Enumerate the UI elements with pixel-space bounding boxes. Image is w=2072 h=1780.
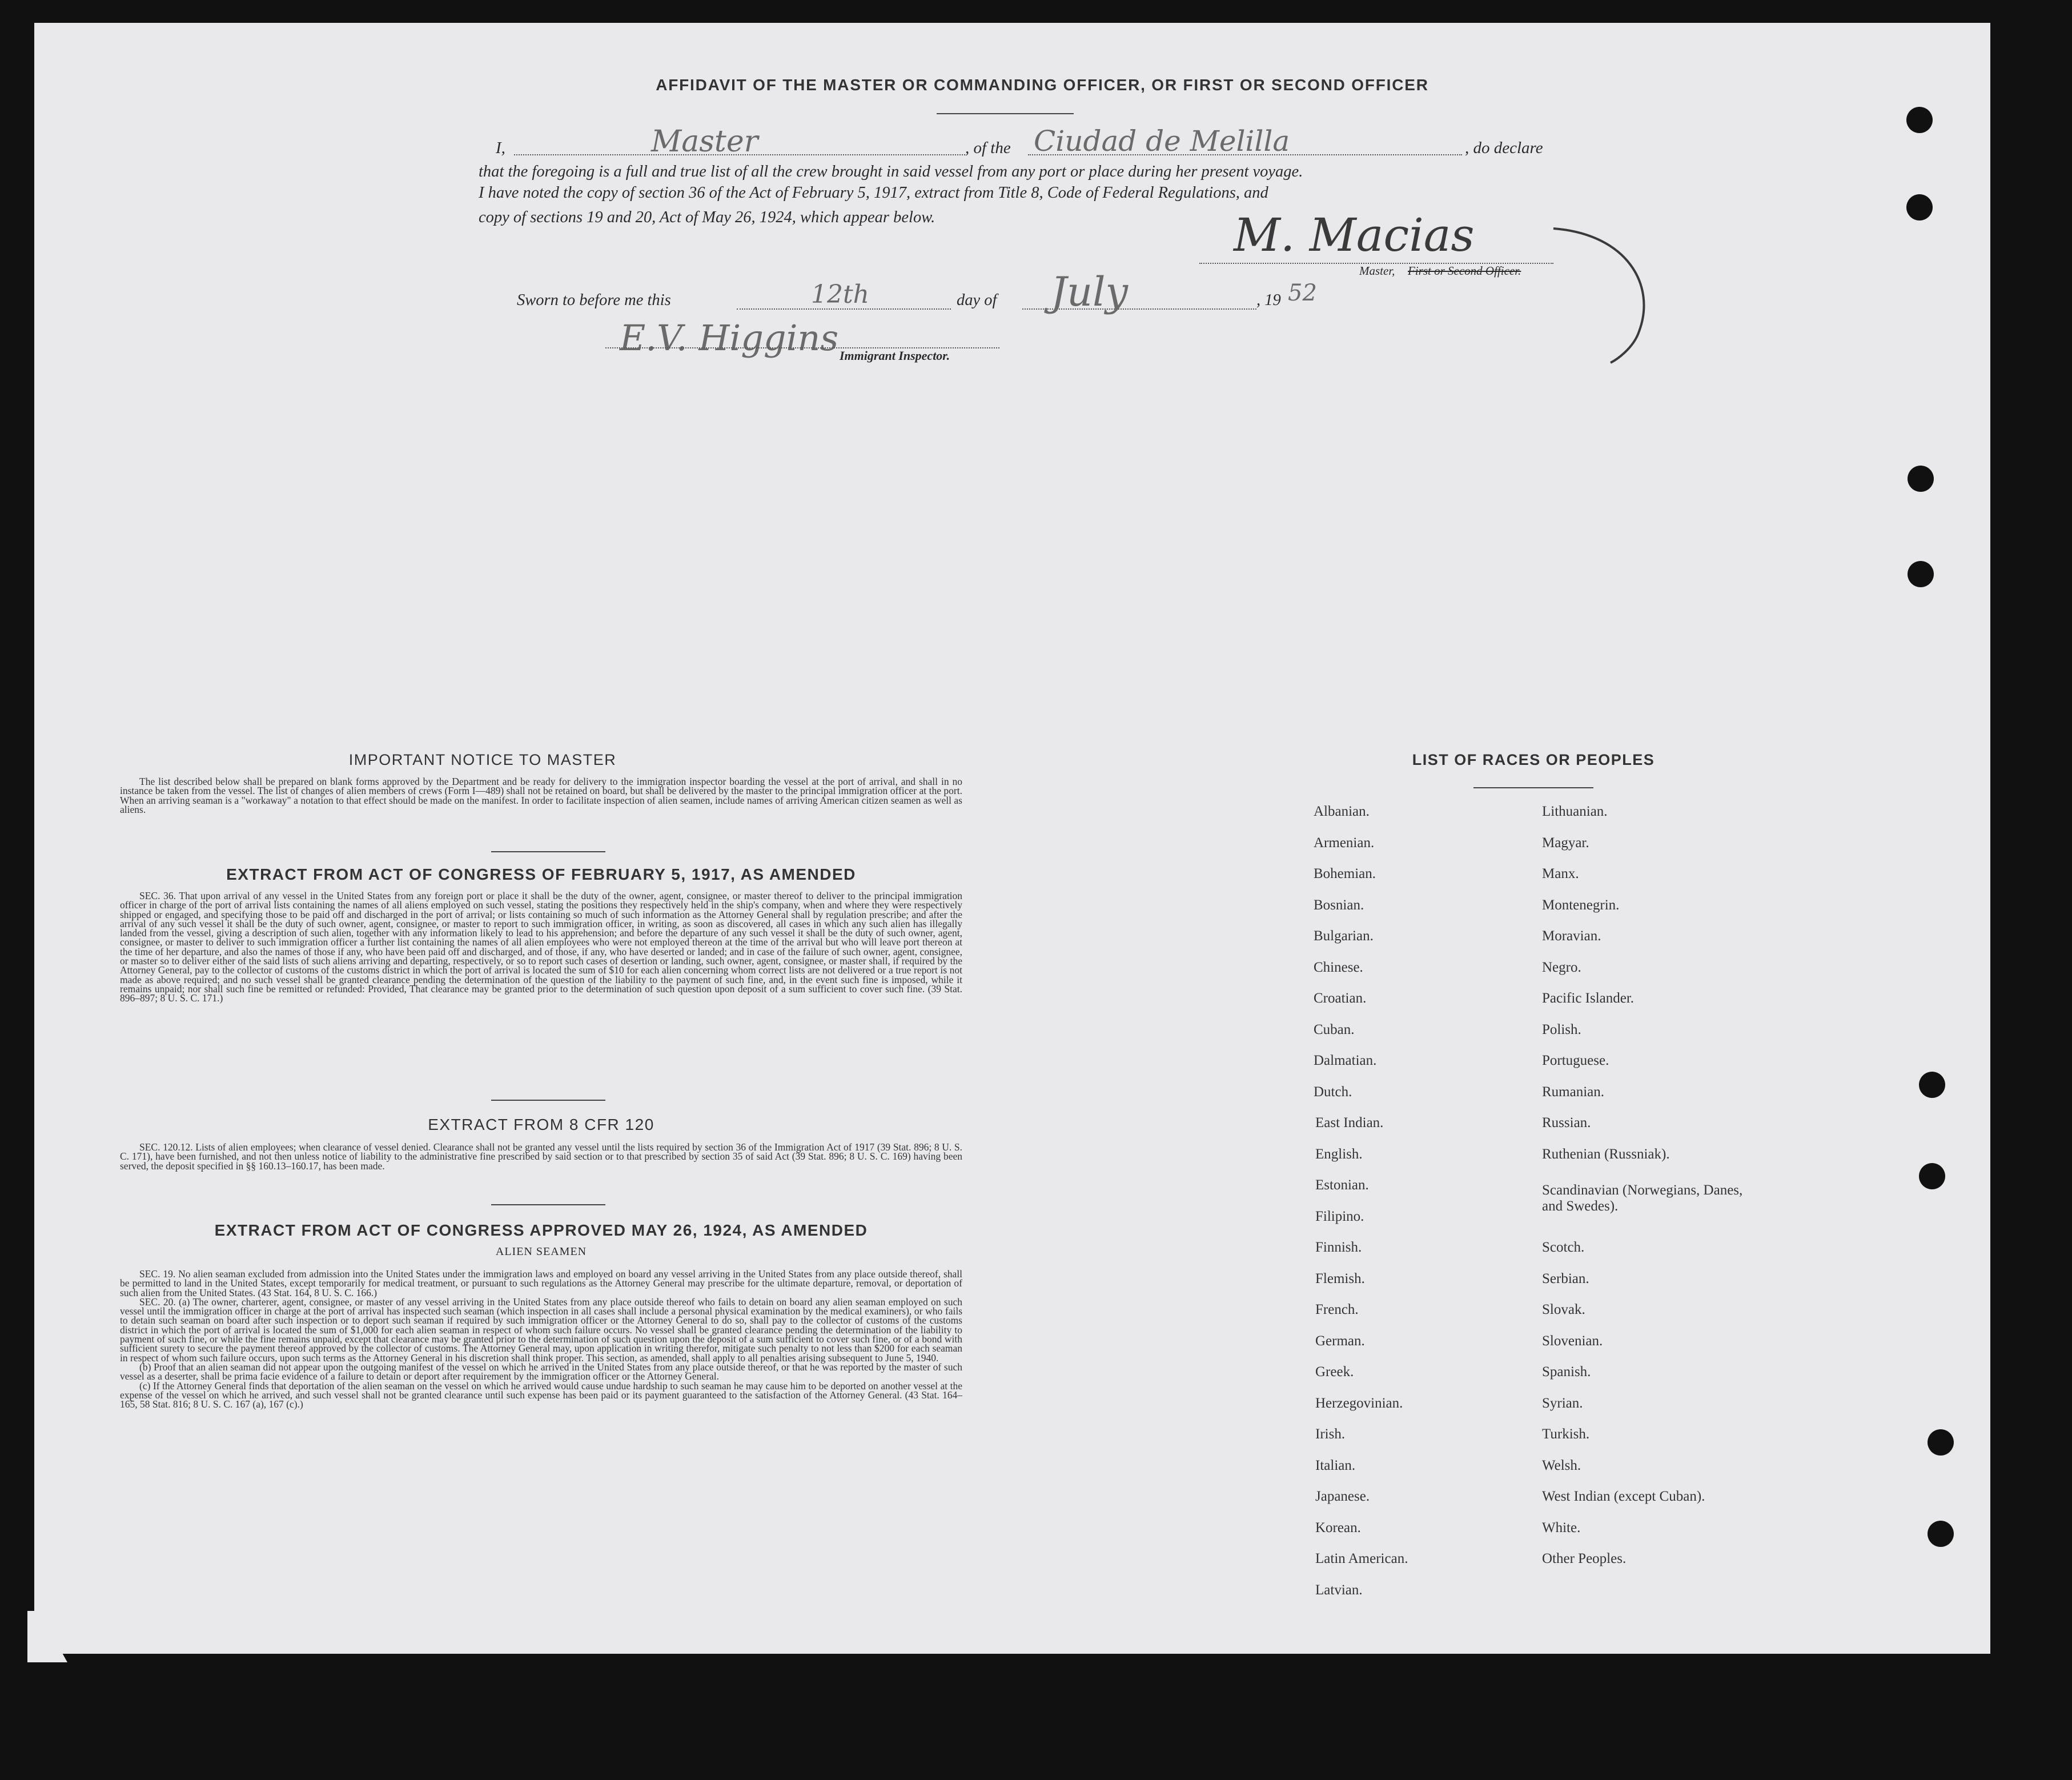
sec-120-12-paragraph: SEC. 120.12. Lists of alien employees; when clearance of vessel denied. Clearance shall not be granted any vessel until the lists required by section 36 of the Immigration Act of 1917 (39 Stat. 896; 8 U. S. C. 171), have been furnished, and not then unless notice of liability to the administrative fine prescribed by said section or to that prescribed by section 35 of said Act (39 Stat. 896; 8 U. S. C. 169) having been served, the deposit specified in §§ 160.13–160.17, has been made. <box>120 1141 962 1172</box>
sec-36-paragraph: SEC. 36. That upon arrival of any vessel in the United States from any foreign port or place it shall be the duty of the owner, agent, consignee, or master thereof to deliver to the principal immigration officer in charge of the port of arrival lists containing the names of all aliens employed on such vessel, stating the positions they respectively held in the ship's company, when and where they were respectively shipped or engaged, and specifying those to be paid off and discharged in the port of arrival; or lists containing so much of such information as the Attorney General shall by regulation prescribe; and after the arrival of any such vessel it shall be the duty of such owner, agent, consignee, or master to report to such immigration officer, in writing, as soon as discovered, all cases in which any such alien has illegally landed from the vessel, giving a description of such alien, together with any information likely to lead to his apprehension; and before the departure of any such vessel it shall be the duty of such owner, agent, consignee, or master to deliver to such immigration officer a further list containing the names of all alien employees who were not employed thereon at the time of the arrival but who will leave port thereon at the time of her departure, and also the names of those if any, who have been paid off and discharged, and of those, if any, who have deserted or landed; and in case of the failure of such owner, agent, consignee, or master so to deliver either of the said lists of such aliens arriving and departing, respectively, or so to report such cases of desertion or landing, such owner, agent, consignee, or master shall, if required by the Attorney General, pay to the collector of customs of the customs district in which the port of arrival is located the sum of $10 for each alien concerning whom correct lists are not delivered or a true report is not made as above required; and no such vessel shall be granted clearance pending the determination of the question of the liability to the payment of such fine, and, in the event such fine is imposed, while it remains unpaid; nor shall such fine be remitted or refunded: Provided, That clearance may be granted prior to the determination of such question upon deposit of a sum sufficient to cover such fine. (39 Stat. 896–897; 8 U. S. C. 171.) <box>120 890 962 1004</box>
race-item: Flemish. <box>1315 1271 1365 1286</box>
race-item: Pacific Islander. <box>1542 991 1635 1006</box>
races-title-underline <box>1473 787 1593 788</box>
notice-paragraph: The list described below shall be prepared on blank forms approved by the Department and be ready for delivery to the immigration inspector boarding the vessel at the port of arrival, and shall in no instance be taken from the vessel. The list of changes of alien members of crews (Form I—489) shall not be retained on board, but shall be delivered by the master to the principal immigration officer at the port. When an arriving seaman is a "workaway" a notation to that effect should be made on the manifest. In order to facilitate inspection of alien seamen, include names of arriving American citizen seamen as well as aliens. <box>120 776 962 815</box>
race-item: Portuguese. <box>1542 1053 1609 1068</box>
extract-1924-title: EXTRACT FROM ACT OF CONGRESS APPROVED MAY 26, 1924, AS AMENDED <box>214 1221 868 1239</box>
race-item: East Indian. <box>1315 1115 1384 1130</box>
race-item: English. <box>1315 1146 1363 1162</box>
divider <box>491 851 605 852</box>
race-item: Latin American. <box>1315 1551 1408 1566</box>
race-item: Scandinavian (Norwegians, Danes, and Swedes). <box>1542 1182 1743 1214</box>
race-item: White. <box>1542 1520 1581 1536</box>
affidavit-body-line-2: I have noted the copy of section 36 of the Act of February 5, 1917, extract from Title 8, Code of Federal Regulations, and <box>479 184 1268 202</box>
race-item: Scotch. <box>1542 1240 1585 1255</box>
sec-20b-paragraph: (b) Proof that an alien seaman did not appear upon the outgoing manifest of the vessel on which he arrived in the United States from any place outside thereof, or that he was reported by the master of such vessel as a deserter, shall be prima facie evidence of a failure to detain or deport after requirement by the immigration officer or the Attorney General. <box>120 1361 962 1382</box>
race-item: Russian. <box>1542 1115 1591 1130</box>
race-item: Bosnian. <box>1314 897 1364 913</box>
race-item: Chinese. <box>1314 960 1363 975</box>
binder-hole <box>1906 107 1933 133</box>
race-item: Dutch. <box>1314 1084 1352 1100</box>
binder-hole <box>1906 194 1933 221</box>
affidavit-i-label: I, <box>496 139 505 157</box>
race-item: West Indian (except Cuban). <box>1542 1489 1705 1504</box>
race-item: Polish. <box>1542 1022 1581 1037</box>
race-item: Welsh. <box>1542 1458 1581 1473</box>
race-item: German. <box>1315 1333 1365 1349</box>
races-title: LIST OF RACES OR PEOPLES <box>1412 751 1655 768</box>
race-item: Ruthenian (Russniak). <box>1542 1146 1670 1162</box>
extract-1917-text <box>120 891 962 1003</box>
race-item: Spanish. <box>1542 1364 1591 1380</box>
race-item: Armenian. <box>1314 835 1375 851</box>
master-name-handwritten: Master <box>651 125 758 159</box>
signature-flourish <box>1542 217 1656 366</box>
race-item: Manx. <box>1542 866 1579 881</box>
sworn-label: Sworn to before me this <box>517 291 671 309</box>
binder-hole <box>1928 1429 1954 1456</box>
race-item: Bulgarian. <box>1314 928 1374 944</box>
race-item: Latvian. <box>1315 1582 1363 1598</box>
day-handwritten: 12th <box>811 280 870 309</box>
race-item: Slovenian. <box>1542 1333 1603 1349</box>
page-corner-fold <box>27 1611 67 1662</box>
race-item: Slovak. <box>1542 1302 1585 1317</box>
binder-hole <box>1919 1163 1945 1189</box>
affidavit-body-line-1: that the foregoing is a full and true list of all the crew brought in said vessel from any port or place during her present voyage. <box>479 163 1303 181</box>
year-prefix: , 19 <box>1256 291 1281 309</box>
race-item: Irish. <box>1315 1426 1346 1442</box>
master-signature-handwritten: M. Macias <box>1234 209 1475 262</box>
year-handwritten: 52 <box>1288 280 1317 306</box>
race-item: Negro. <box>1542 960 1581 975</box>
title-underline <box>937 113 1074 114</box>
extract-1924-text <box>120 1269 962 1409</box>
race-item: Moravian. <box>1542 928 1601 944</box>
inspector-signature-handwritten: E.V. Higgins <box>620 317 839 359</box>
race-item: Lithuanian. <box>1542 804 1608 819</box>
notice-text <box>120 777 962 814</box>
race-item: Croatian. <box>1314 991 1367 1006</box>
vessel-name-handwritten: Ciudad de Melilla <box>1034 125 1290 158</box>
signer-caption-struck: First or Second Officer. <box>1408 264 1521 278</box>
race-item: Montenegrin. <box>1542 897 1620 913</box>
affidavit-body-line-3: copy of sections 19 and 20, Act of May 26, 1924, which appear below. <box>479 209 935 226</box>
signer-caption-master: Master, <box>1359 264 1395 278</box>
alien-seamen-subtitle: ALIEN SEAMEN <box>495 1245 587 1258</box>
race-item: Filipino. <box>1315 1209 1364 1224</box>
sec-20c-paragraph: (c) If the Attorney General finds that deportation of the alien seaman on the vessel on which he arrived would cause undue hardship to such seaman he may cause him to be deported on another vessel at the expense of the vessel on which he arrived, and such vessel shall not be granted clearance until such expense has been paid or its payment guaranteed to the satisfaction of the Attorney General. (43 Stat. 164–165, 58 Stat. 816; 8 U. S. C. 167 (a), 167 (c).) <box>120 1380 962 1410</box>
race-item: Rumanian. <box>1542 1084 1605 1100</box>
race-item: Albanian. <box>1314 804 1370 819</box>
sec-19-paragraph: SEC. 19. No alien seaman excluded from admission into the United States under the immigration laws and employed on board any vessel arriving in the United States from any place outside thereof, shall be permitted to land in the United States, except temporarily for medical treatment, or pursuant to such regulations as the Attorney General may prescribe for the ultimate departure, removal, or deportation of such alien from the United States. (43 Stat. 164, 8 U. S. C. 166.) <box>120 1268 962 1298</box>
extract-1917-title: EXTRACT FROM ACT OF CONGRESS OF FEBRUARY 5, 1917, AS AMENDED <box>226 865 856 883</box>
race-item: Finnish. <box>1315 1240 1362 1255</box>
sec-20a-paragraph: SEC. 20. (a) The owner, charterer, agent, consignee, or master of any vessel arriving in the United States from any place outside thereof who fails to detain on board any alien seaman employed on such vessel until the immigration officer in charge at the port of arrival has inspected such seaman (which inspection in all cases shall include a personal physical examination by the medical examiners), or who fails to detain such seaman on board after such inspection or to deport such seaman if required by such immigration officer or the Attorney General to do so, shall pay to the collector of customs of the customs district in which the port of arrival is located the sum of $1,000 for each alien seaman in respect of whom such failure occurs. No vessel shall be granted clearance pending the determination of the liability to payment of such fine, or while the fine remains unpaid, except that clearance may be granted prior to the determination of such question upon the deposit of a sum sufficient to cover such fine, or of a bond with sufficient surety to secure the payment thereof approved by the collector of customs. The Attorney General may, upon application in writing therefor, mitigate such penalty to not less than $200 for each seaman in respect of whom such failure occurs, upon such terms as the Attorney General in his discretion shall think proper. This section, as amended, shall apply to all penalties arising subsequent to June 5, 1940. <box>120 1296 962 1364</box>
race-item: Italian. <box>1315 1458 1356 1473</box>
of-the-label: , of the <box>965 139 1011 157</box>
race-item: Greek. <box>1315 1364 1354 1380</box>
extract-cfr-title: EXTRACT FROM 8 CFR 120 <box>428 1116 654 1133</box>
race-item: Cuban. <box>1314 1022 1355 1037</box>
race-item: Turkish. <box>1542 1426 1590 1442</box>
race-item: Syrian. <box>1542 1396 1583 1411</box>
document-page <box>34 23 1990 1654</box>
race-item: Dalmatian. <box>1314 1053 1377 1068</box>
inspector-caption: Immigrant Inspector. <box>840 348 950 363</box>
race-item: French. <box>1315 1302 1359 1317</box>
race-item: Magyar. <box>1542 835 1589 851</box>
race-item: Other Peoples. <box>1542 1551 1627 1566</box>
extract-cfr-text <box>120 1142 962 1170</box>
month-handwritten: July <box>1051 268 1129 315</box>
binder-hole <box>1908 561 1934 587</box>
day-of-label: day of <box>957 291 997 309</box>
race-item: Korean. <box>1315 1520 1361 1536</box>
do-declare-label: , do declare <box>1465 139 1543 157</box>
race-item: Estonian. <box>1315 1177 1369 1193</box>
binder-hole <box>1908 466 1934 492</box>
divider <box>491 1204 605 1205</box>
race-item: Herzegovinian. <box>1315 1396 1403 1411</box>
divider <box>491 1100 605 1101</box>
notice-title: IMPORTANT NOTICE TO MASTER <box>348 751 617 768</box>
affidavit-title: AFFIDAVIT OF THE MASTER OR COMMANDING OFFICER, OR FIRST OR SECOND OFFICER <box>656 76 1429 94</box>
binder-hole <box>1919 1072 1945 1098</box>
binder-hole <box>1928 1521 1954 1547</box>
race-item: Serbian. <box>1542 1271 1589 1286</box>
race-item: Bohemian. <box>1314 866 1376 881</box>
race-item: Japanese. <box>1315 1489 1370 1504</box>
